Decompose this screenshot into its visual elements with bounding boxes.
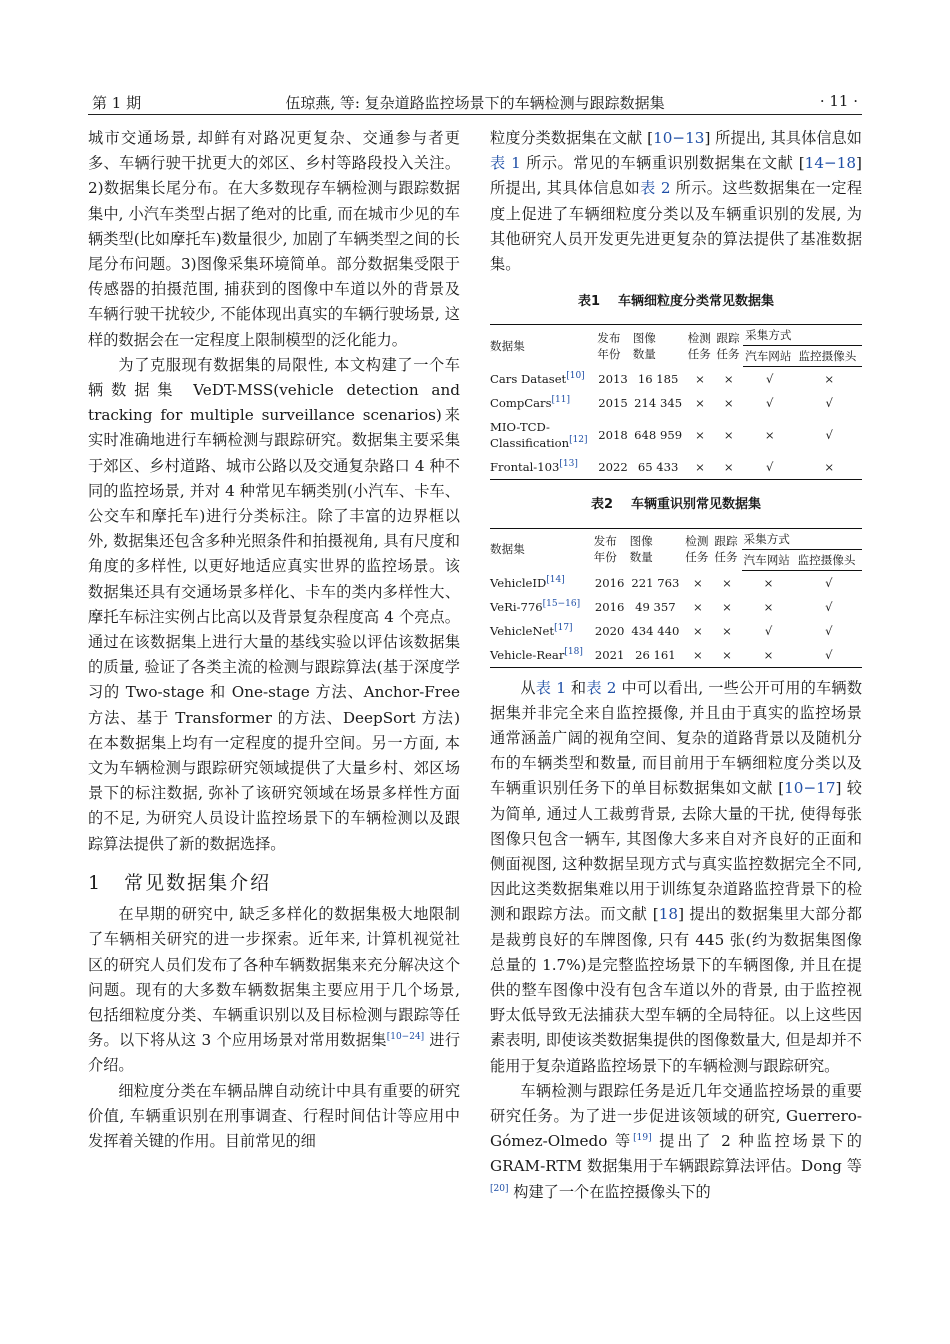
cell-camera: ×	[824, 372, 835, 387]
table-reid	[490, 528, 862, 668]
paragraph: 细粒度分类在车辆品牌自动统计中具有重要的研究价值, 车辆重识别在刑事调查、行程时间估计等应用中发挥着关键的作用。目前常见的细	[88, 1081, 460, 1150]
header-line: 数量	[629, 550, 653, 565]
citation-link[interactable]: [15−16]	[542, 598, 581, 609]
cell-tracking: ×	[723, 428, 734, 443]
cell-images: 648 959	[634, 428, 683, 443]
cell-dataset	[490, 455, 595, 480]
cell-detection: ×	[695, 372, 705, 387]
dataset-name: VehicleNet	[490, 623, 555, 638]
section-heading	[88, 871, 460, 896]
cell-images: 434 440	[631, 623, 680, 638]
header-line: 检测	[687, 331, 711, 346]
paragraph-text: ] 提出的数据集里大部分都是裁剪良好的车牌图像, 只有 445 张(约为数据集图像总量的 1.7%)是完整监控场景下的车辆图像, 并且在提供的整车图像中没有包含车道以外的背景, 由于监控视野太低导致无法捕获大型车辆的全局特征。以上这些因素表明, 即使该类数据集提供的图像数量大, 但是却并不能用于复杂道路监控场景下的车辆检测与跟踪研究。	[490, 905, 862, 1075]
citation-link[interactable]: [10]	[566, 371, 585, 382]
table-row	[490, 643, 862, 668]
col-header-web: 汽车网站	[742, 549, 796, 570]
paragraph: 城市交通场景, 却鲜有对路况更复杂、交通参与者更多、车辆行驶干扰更大的郊区、乡村等路段投入关注。2)数据集长尾分布。在大多数现存车辆检测与跟踪数据集中, 小汽车类型占据了绝对的比重, 而在城市少见的车辆类型(比如摩托车)数量很少, 加剧了车辆类型之间的长尾分布问题。3)图像采集环境简单。部分数据集受限于传感器的拍摄范围, 捕获到的图像中车道以外的背景及车辆行驶干扰较少, 不能体现出真实的车辆行驶场景, 这样的数据会在一定程度上限制模型的泛化能力。	[88, 129, 460, 349]
dataset-name: Vehicle-Rear	[490, 647, 565, 662]
col-header-tracking	[714, 325, 743, 367]
dataset-name: Frontal-103	[490, 460, 560, 475]
paragraph-text: 进行介绍。	[88, 1031, 461, 1075]
cell-year: 2021	[592, 643, 628, 668]
cell-detection: ×	[695, 428, 705, 443]
header-line: 图像	[629, 534, 653, 549]
table-row	[490, 570, 862, 595]
running-title: 伍琼燕, 等: 复杂道路监控场景下的车辆检测与跟踪数据集	[285, 94, 665, 112]
cell-images: 26 161	[628, 643, 684, 668]
col-header-year	[592, 528, 628, 570]
col-header-camera: 监控摄像头	[796, 346, 862, 367]
cell-dataset	[490, 570, 592, 595]
spacer	[490, 668, 862, 676]
cell-year: 2013	[598, 372, 628, 387]
header-line: 任务	[687, 347, 711, 362]
paragraph	[490, 676, 862, 1079]
cell-dataset	[490, 391, 595, 415]
col-header-camera: 监控摄像头	[796, 549, 862, 570]
col-header-dataset: 数据集	[490, 325, 595, 367]
cell-web: ×	[763, 599, 774, 614]
header-line: 任务	[716, 347, 740, 362]
cell-dataset	[490, 619, 592, 643]
cell-dataset	[490, 643, 592, 668]
header-rule	[88, 114, 862, 115]
cell-tracking: ×	[722, 623, 732, 638]
cell-camera: ×	[796, 455, 862, 480]
citation-link[interactable]: [13]	[559, 459, 578, 470]
paragraph-text: 车辆检测与跟踪任务是近几年交通监控场景的重要研究任务。为了进一步促进该领域的研究, Guerrero-Gómez-Olmedo 等	[490, 1081, 862, 1151]
dataset-name: MIO-TCD-	[490, 420, 550, 435]
cell-web: √	[766, 396, 774, 411]
cell-tracking: ×	[714, 455, 743, 480]
paragraph-text: 从	[520, 678, 536, 697]
cell-web: √	[743, 455, 796, 480]
header-line: 发布	[593, 534, 617, 549]
cell-tracking: ×	[722, 575, 732, 590]
header-line: 发布	[597, 331, 621, 346]
table-row	[490, 455, 862, 480]
paragraph-text: 所示。这些数据集在一定程度上促进了车辆细粒度分类以及车辆重识别的发展, 为其他研究人员开发更先进更复杂的算法提供了基准数据集。	[490, 179, 863, 274]
table-title: 车辆重识别常见数据集	[631, 497, 762, 513]
citation-link[interactable]: [11]	[551, 395, 571, 406]
cell-images: 16 185	[637, 372, 679, 387]
citation-link[interactable]: [10−24]	[386, 1032, 425, 1043]
table-label: 表2	[590, 497, 614, 513]
cell-images: 214 345	[634, 396, 683, 411]
citation-link[interactable]: [18]	[564, 646, 583, 657]
cell-camera: √	[825, 396, 833, 411]
dataset-name: Cars Dataset	[490, 372, 567, 387]
cell-year: 2015	[598, 396, 628, 411]
paragraph-text: 和	[565, 678, 587, 697]
citation-link[interactable]: [17]	[554, 622, 573, 633]
cell-images: 221 763	[631, 575, 680, 590]
header-line: 检测	[685, 534, 709, 549]
cell-web: ×	[764, 428, 775, 443]
col-header-dataset: 数据集	[490, 528, 592, 570]
table-title: 车辆细粒度分类常见数据集	[618, 294, 775, 310]
table-caption	[490, 289, 862, 314]
cell-detection: ×	[692, 623, 703, 638]
citation-link[interactable]: [20]	[490, 1183, 509, 1194]
cell-year: 2018	[598, 428, 628, 443]
cell-web: √	[764, 623, 773, 638]
cell-dataset	[490, 367, 595, 392]
table-label: 表1	[577, 294, 601, 310]
col-header-images	[631, 325, 686, 367]
paragraph-text: 提出了 2 种监控场景下的 GRAM-RTM 数据集用于车辆跟踪算法评估。Dong 等	[490, 1132, 862, 1176]
paragraph	[88, 902, 460, 1078]
header-line: 年份	[597, 347, 621, 362]
cell-images: 49 357	[635, 599, 676, 614]
page-number: · 11 ·	[819, 92, 858, 110]
cell-detection: ×	[695, 396, 705, 411]
citation-link[interactable]: 14−18	[804, 154, 857, 173]
section-number: 1	[88, 871, 103, 894]
section-title: 常见数据集介绍	[124, 871, 272, 894]
running-header	[88, 80, 862, 112]
table-fine-grained	[490, 324, 862, 480]
cell-web: √	[766, 372, 774, 387]
cell-detection: ×	[683, 643, 712, 668]
paragraph: 为了克服现有数据集的局限性, 本文构建了一个车辆数据集 VeDT-MSS(vehicle detection and tracking for multiple surveillance scenarios)来实时准确地进行车辆检测与跟踪研究。数据集主要采集于郊区、乡村道路、城市公路以及交通复杂路口 4 种不同的监控场景, 并对 4 种常见车辆类别(小汽车、卡车、公交车和摩托车)进行分类标注。除了丰富的边界框以外, 数据集还包含多种光照条件和拍摄视角, 具有尺度和角度的多样性, 以更好地适应真实世界的监控场景。该数据集还具有交通场景多样化、卡车的类内多样性大、摩托车标注实例占比高以及背景复杂程度高 4 个亮点。通过在该数据集上进行大量的基线实验以评估该数据集的质量, 验证了各类主流的检测与跟踪算法(基于深度学习的 Two-stage 和 One-stage 方法、Anchor-Free 方法、基于 Transformer 的方法、DeepSort 方法)在本数据集上均有一定程度的提升空间。另一方面, 本文为车辆检测与跟踪研究领域提供了大量乡村、郊区场景下的标注数据, 弥补了该研究领域在场景多样性方面的不足, 为研究人员设计监控场景下的车辆检测以及跟踪算法提供了新的数据选择。	[88, 355, 460, 853]
dataset-name: Classification	[490, 436, 570, 451]
cell-camera: √	[825, 575, 833, 590]
header-line: 跟踪	[716, 331, 740, 346]
col-header-year	[595, 325, 630, 367]
table-link[interactable]: 表 1	[535, 678, 566, 697]
citation-link[interactable]: [12]	[569, 435, 588, 446]
cell-web: ×	[742, 643, 796, 668]
col-header-detection	[686, 325, 715, 367]
table-link[interactable]: 表 2	[640, 179, 671, 198]
header-line: 年份	[593, 550, 617, 565]
cell-year: 2020	[594, 623, 625, 638]
cell-camera: √	[796, 643, 862, 668]
citation-link[interactable]: [19]	[633, 1133, 652, 1144]
paragraph	[490, 1079, 862, 1205]
table-row	[490, 367, 862, 392]
col-header-acquisition: 采集方式	[743, 325, 862, 346]
table-row	[490, 391, 862, 415]
cell-year: 2016	[594, 575, 625, 590]
cell-tracking: ×	[723, 372, 734, 387]
cell-detection: ×	[692, 575, 703, 590]
paragraph-text: ] 较为简单, 通过人工裁剪背景, 去除大量的干扰, 使得每张图像只包含一辆车, 其图像大多来自对齐良好的正面和侧面视图, 这种数据呈现方式与真实监控数据完全不同, 因此这类数据集难以用于训练复杂道路监控背景下的检测和跟踪方法。而文献 [	[490, 779, 862, 924]
paragraph-text: ] 所提出, 其具体信息如	[490, 154, 862, 198]
left-column	[88, 126, 460, 1154]
table-row	[490, 415, 862, 455]
dataset-name: CompCars	[490, 396, 552, 411]
header-line: 任务	[714, 550, 738, 565]
cell-tracking: ×	[723, 396, 734, 411]
table-row	[490, 619, 862, 643]
table-link[interactable]: 表 2	[586, 678, 617, 697]
paragraph-text: 在早期的研究中, 缺乏多样化的数据集极大地限制了车辆相关研究的进一步探索。近年来, 计算机视觉社区的研究人员们发布了各种车辆数据集来充分解决这个问题。现有的大多数车辆数据集主要应用于几个场景, 包括细粒度分类、车辆重识别以及目标检测与跟踪等任务。以下将从这 3 个应用场景对常用数据集	[88, 905, 460, 1050]
cell-detection: ×	[692, 599, 703, 614]
cell-camera: √	[825, 599, 833, 614]
table-link[interactable]: 表 1	[490, 154, 521, 173]
col-header-images	[628, 528, 684, 570]
header-line: 图像	[632, 331, 656, 346]
citation-link[interactable]: 10−13	[653, 129, 705, 147]
cell-detection: ×	[686, 455, 715, 480]
dataset-name: VeRi-776	[490, 599, 543, 614]
col-header-tracking	[712, 528, 741, 570]
cell-dataset	[490, 415, 595, 455]
cell-tracking: ×	[712, 643, 741, 668]
col-header-web: 汽车网站	[743, 346, 796, 367]
citation-link[interactable]: 18	[658, 905, 679, 924]
header-line: 跟踪	[714, 534, 738, 549]
cell-year: 2016	[594, 599, 625, 614]
paragraph-text: 构建了一个在监控摄像头下的	[508, 1182, 711, 1201]
header-line: 任务	[685, 550, 709, 565]
dataset-name: VehicleID	[490, 575, 547, 590]
cell-dataset	[490, 595, 592, 619]
cell-images: 65 433	[631, 455, 686, 480]
col-header-acquisition: 采集方式	[742, 528, 862, 549]
header-line: 数量	[632, 347, 656, 362]
cell-tracking: ×	[722, 599, 732, 614]
paragraph-text: ] 所提出, 其具体信息如	[704, 129, 862, 147]
cell-web: ×	[763, 575, 774, 590]
cell-camera: √	[825, 623, 833, 638]
cell-year: 2022	[595, 455, 630, 480]
paragraph-text: 中可以看出, 一些公开可用的车辆数据集并非完全来自监控摄像, 并且由于真实的监控场景通常涵盖广阔的视角空间、复杂的道路背景以及随机分布的车辆类型和数量, 而目前用于车辆细粒度分类以及车辆重识别任务下的单目标数据集如文献 [	[490, 678, 863, 798]
col-header-detection	[683, 528, 712, 570]
issue-number: 第 1 期	[92, 94, 142, 112]
paragraph	[490, 126, 862, 277]
cell-camera: √	[825, 428, 833, 443]
paragraph-text: 粒度分类数据集在文献 [	[490, 129, 654, 147]
citation-link[interactable]: [14]	[546, 574, 565, 585]
citation-link[interactable]: 10−17	[784, 779, 836, 798]
right-column	[490, 126, 862, 1205]
table-caption	[490, 492, 862, 517]
paragraph-text: 所示。常见的车辆重识别数据集在文献 [	[520, 154, 805, 173]
table-row	[490, 595, 862, 619]
